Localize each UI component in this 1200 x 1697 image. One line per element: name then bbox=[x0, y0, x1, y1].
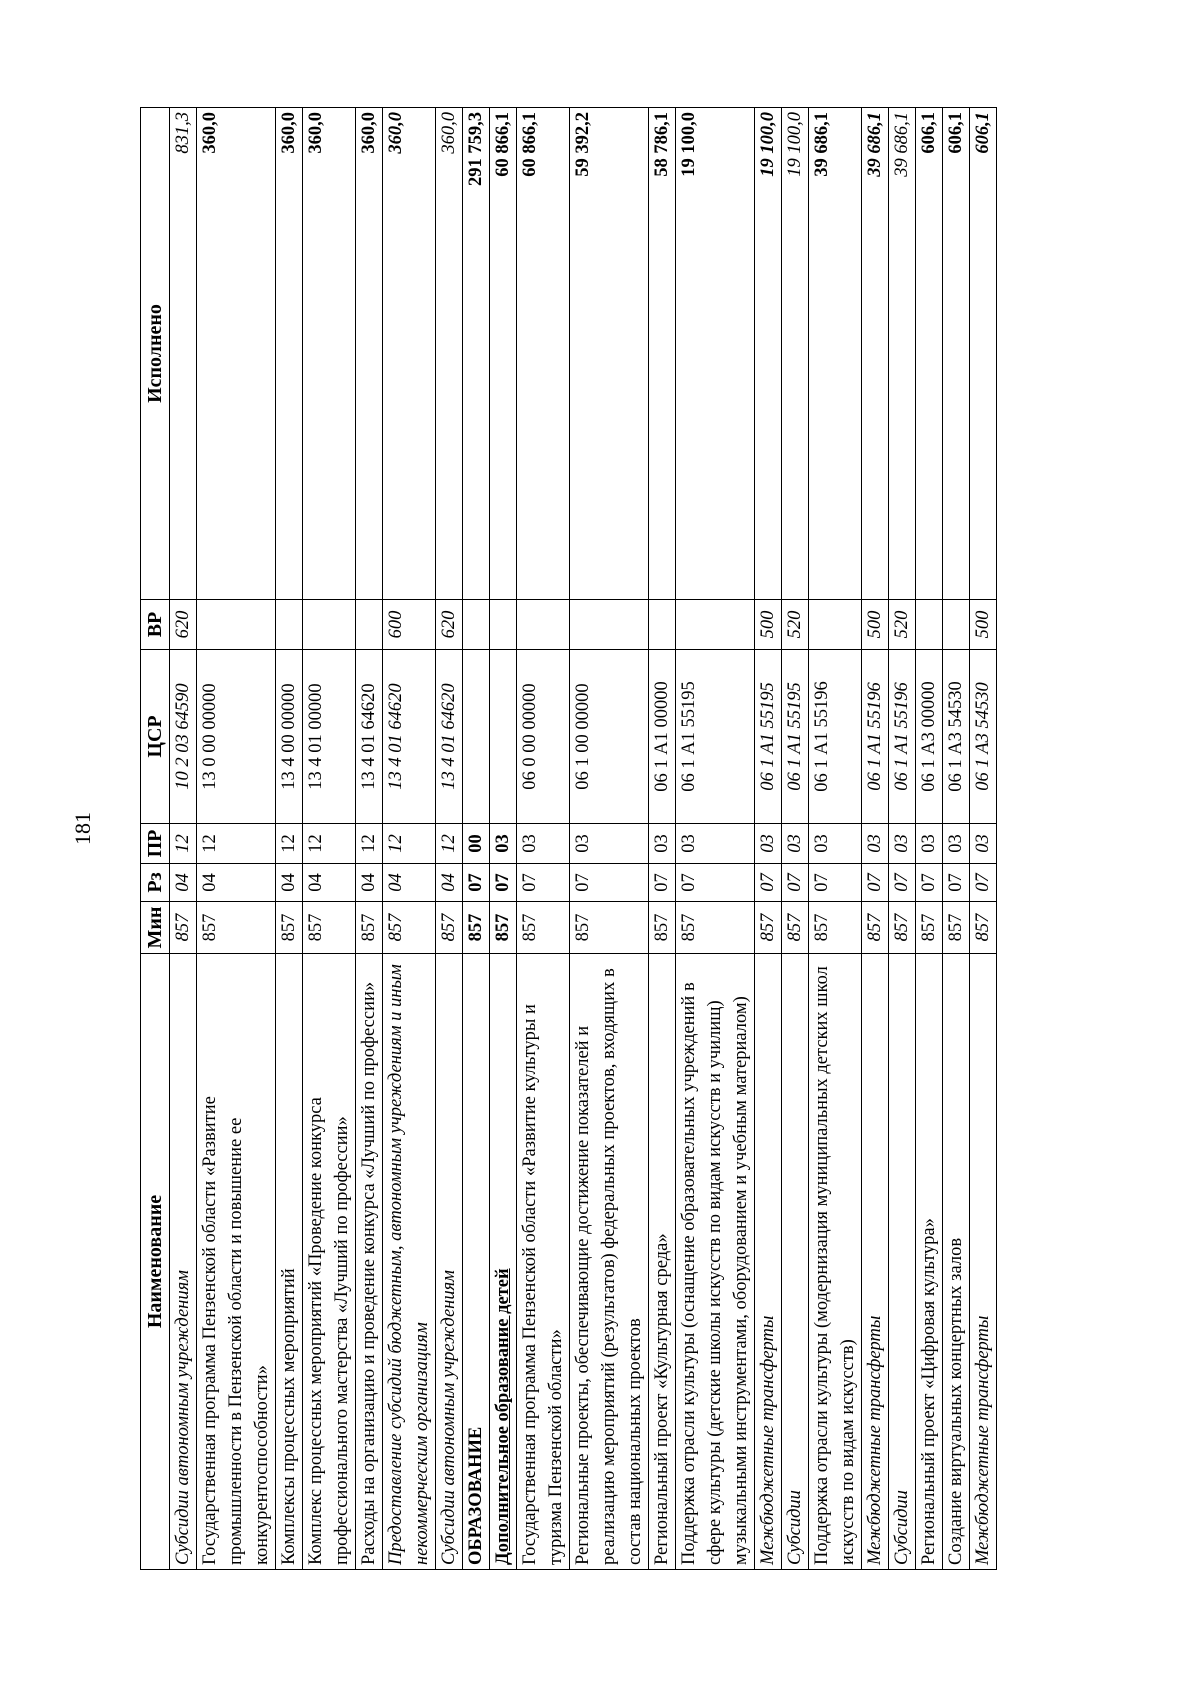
cell-pr: 03 bbox=[782, 824, 809, 864]
cell-rz: 04 bbox=[303, 864, 356, 902]
cell-done: 360,0 bbox=[436, 108, 463, 600]
table-row bbox=[809, 108, 862, 1570]
cell-rz: 07 bbox=[809, 864, 862, 902]
cell-done: 19 100,0 bbox=[782, 108, 809, 600]
cell-done: 39 686,1 bbox=[809, 108, 862, 600]
cell-vr: 520 bbox=[782, 600, 809, 650]
cell-vr bbox=[276, 600, 303, 650]
table-row bbox=[755, 108, 782, 1570]
table-row bbox=[303, 108, 356, 1570]
cell-csr: 06 1 А1 00000 bbox=[649, 650, 676, 824]
header-rz: Рз bbox=[141, 864, 170, 902]
cell-min: 857 bbox=[809, 902, 862, 954]
table-row bbox=[490, 108, 517, 1570]
cell-vr: 620 bbox=[436, 600, 463, 650]
cell-name: Субсидии bbox=[782, 954, 809, 1570]
cell-csr: 06 1 А1 55196 bbox=[862, 650, 889, 824]
cell-pr: 03 bbox=[889, 824, 916, 864]
cell-rz: 07 bbox=[676, 864, 755, 902]
cell-min: 857 bbox=[782, 902, 809, 954]
cell-csr: 10 2 03 64590 bbox=[170, 650, 197, 824]
cell-done: 59 392,2 bbox=[570, 108, 649, 600]
table-row bbox=[463, 108, 490, 1570]
cell-name: Государственная программа Пензенской области «Развитие промышленности в Пензенской области и повышение ее конкурентоспособности» bbox=[197, 954, 276, 1570]
cell-done: 831,3 bbox=[170, 108, 197, 600]
header-min: Мин bbox=[141, 902, 170, 954]
cell-done: 360,0 bbox=[383, 108, 436, 600]
cell-vr: 500 bbox=[970, 600, 997, 650]
header-done: Исполнено bbox=[141, 108, 170, 600]
table-row bbox=[782, 108, 809, 1570]
cell-csr: 06 1 00 00000 bbox=[570, 650, 649, 824]
cell-vr bbox=[649, 600, 676, 650]
cell-min: 857 bbox=[862, 902, 889, 954]
cell-done: 19 100,0 bbox=[755, 108, 782, 600]
cell-csr: 13 4 01 64620 bbox=[383, 650, 436, 824]
cell-csr bbox=[490, 650, 517, 824]
cell-pr: 12 bbox=[383, 824, 436, 864]
table-row bbox=[943, 108, 970, 1570]
cell-pr: 03 bbox=[862, 824, 889, 864]
cell-csr bbox=[463, 650, 490, 824]
cell-csr: 13 4 00 00000 bbox=[276, 650, 303, 824]
cell-vr bbox=[490, 600, 517, 650]
table-row bbox=[889, 108, 916, 1570]
cell-name: Создание виртуальных концертных залов bbox=[943, 954, 970, 1570]
cell-min: 857 bbox=[517, 902, 570, 954]
cell-name: Поддержка отрасли культуры (оснащение образовательных учреждений в сфере культуры (детские школы искусств по видам искусств и училищ) музыкальными инструментами, оборудованием и учебным материалом) bbox=[676, 954, 755, 1570]
cell-pr: 00 bbox=[463, 824, 490, 864]
cell-csr: 06 1 А1 55195 bbox=[755, 650, 782, 824]
cell-name: Межбюджетные трансферты bbox=[755, 954, 782, 1570]
cell-name: Межбюджетные трансферты bbox=[970, 954, 997, 1570]
cell-min: 857 bbox=[755, 902, 782, 954]
cell-done: 60 866,1 bbox=[517, 108, 570, 600]
header-pr: ПР bbox=[141, 824, 170, 864]
cell-min: 857 bbox=[676, 902, 755, 954]
cell-min: 857 bbox=[490, 902, 517, 954]
table-row bbox=[862, 108, 889, 1570]
table-row bbox=[170, 108, 197, 1570]
table-row bbox=[197, 108, 276, 1570]
cell-min: 857 bbox=[303, 902, 356, 954]
cell-done: 360,0 bbox=[197, 108, 276, 600]
cell-name: Региональные проекты, обеспечивающие достижение показателей и реализацию мероприятий (результатов) федеральных проектов, входящих в состав национальных проектов bbox=[570, 954, 649, 1570]
cell-rz: 07 bbox=[463, 864, 490, 902]
cell-done: 291 759,3 bbox=[463, 108, 490, 600]
cell-csr: 06 1 А1 55195 bbox=[782, 650, 809, 824]
cell-min: 857 bbox=[916, 902, 943, 954]
cell-vr bbox=[943, 600, 970, 650]
cell-csr: 06 1 А3 54530 bbox=[943, 650, 970, 824]
cell-pr: 12 bbox=[356, 824, 383, 864]
cell-csr: 06 1 А3 00000 bbox=[916, 650, 943, 824]
cell-vr bbox=[303, 600, 356, 650]
cell-vr bbox=[356, 600, 383, 650]
cell-done: 606,1 bbox=[970, 108, 997, 600]
cell-pr: 12 bbox=[197, 824, 276, 864]
cell-min: 857 bbox=[463, 902, 490, 954]
cell-vr: 520 bbox=[889, 600, 916, 650]
cell-min: 857 bbox=[276, 902, 303, 954]
table-row bbox=[517, 108, 570, 1570]
cell-vr bbox=[570, 600, 649, 650]
cell-min: 857 bbox=[170, 902, 197, 954]
cell-min: 857 bbox=[943, 902, 970, 954]
cell-vr bbox=[197, 600, 276, 650]
cell-rz: 07 bbox=[916, 864, 943, 902]
cell-min: 857 bbox=[970, 902, 997, 954]
table-row bbox=[970, 108, 997, 1570]
cell-vr bbox=[916, 600, 943, 650]
cell-name: Субсидии автономным учреждениям bbox=[436, 954, 463, 1570]
cell-min: 857 bbox=[649, 902, 676, 954]
cell-rz: 07 bbox=[649, 864, 676, 902]
table-row bbox=[649, 108, 676, 1570]
cell-pr: 12 bbox=[276, 824, 303, 864]
cell-name: Межбюджетные трансферты bbox=[862, 954, 889, 1570]
cell-rz: 07 bbox=[570, 864, 649, 902]
cell-done: 606,1 bbox=[943, 108, 970, 600]
cell-vr: 620 bbox=[170, 600, 197, 650]
table-row bbox=[676, 108, 755, 1570]
cell-name: Предоставление субсидий бюджетным, автономным учреждениям и иным некоммерческим организациям bbox=[383, 954, 436, 1570]
table-row bbox=[436, 108, 463, 1570]
budget-table bbox=[140, 107, 997, 1570]
cell-pr: 12 bbox=[170, 824, 197, 864]
cell-vr: 600 bbox=[383, 600, 436, 650]
cell-min: 857 bbox=[570, 902, 649, 954]
cell-pr: 03 bbox=[490, 824, 517, 864]
cell-rz: 07 bbox=[943, 864, 970, 902]
header-name: Наименование bbox=[141, 954, 170, 1570]
cell-name: Поддержка отрасли культуры (модернизация муниципальных детских школ искусств по видам искусств) bbox=[809, 954, 862, 1570]
cell-csr: 06 1 А1 55195 bbox=[676, 650, 755, 824]
cell-csr: 13 4 01 00000 bbox=[303, 650, 356, 824]
cell-csr: 06 1 А3 54530 bbox=[970, 650, 997, 824]
cell-done: 360,0 bbox=[303, 108, 356, 600]
cell-rz: 04 bbox=[170, 864, 197, 902]
cell-vr bbox=[809, 600, 862, 650]
cell-pr: 03 bbox=[943, 824, 970, 864]
cell-rz: 04 bbox=[436, 864, 463, 902]
table-row bbox=[916, 108, 943, 1570]
cell-rz: 07 bbox=[862, 864, 889, 902]
cell-name: Расходы на организацию и проведение конкурса «Лучший по профессии» bbox=[356, 954, 383, 1570]
cell-name: Комплексы процессных мероприятий bbox=[276, 954, 303, 1570]
cell-pr: 03 bbox=[755, 824, 782, 864]
cell-min: 857 bbox=[436, 902, 463, 954]
cell-vr bbox=[676, 600, 755, 650]
cell-name: ОБРАЗОВАНИЕ bbox=[463, 954, 490, 1570]
cell-name: Региональный проект «Культурная среда» bbox=[649, 954, 676, 1570]
cell-csr: 13 4 01 64620 bbox=[356, 650, 383, 824]
cell-pr: 03 bbox=[517, 824, 570, 864]
cell-done: 360,0 bbox=[356, 108, 383, 600]
table-body bbox=[170, 108, 997, 1570]
cell-rz: 07 bbox=[490, 864, 517, 902]
cell-min: 857 bbox=[889, 902, 916, 954]
cell-name: Субсидии bbox=[889, 954, 916, 1570]
cell-vr bbox=[463, 600, 490, 650]
rotated-page-content bbox=[140, 108, 1060, 1570]
cell-name: Региональный проект «Цифровая культура» bbox=[916, 954, 943, 1570]
cell-csr: 06 0 00 00000 bbox=[517, 650, 570, 824]
cell-pr: 12 bbox=[436, 824, 463, 864]
cell-min: 857 bbox=[383, 902, 436, 954]
cell-rz: 07 bbox=[782, 864, 809, 902]
cell-csr: 13 4 01 64620 bbox=[436, 650, 463, 824]
cell-name: Дополнительное образование детей bbox=[490, 954, 517, 1570]
cell-vr bbox=[517, 600, 570, 650]
cell-min: 857 bbox=[197, 902, 276, 954]
cell-csr: 13 0 00 00000 bbox=[197, 650, 276, 824]
cell-rz: 07 bbox=[517, 864, 570, 902]
cell-done: 19 100,0 bbox=[676, 108, 755, 600]
header-csr: ЦСР bbox=[141, 650, 170, 824]
cell-done: 39 686,1 bbox=[862, 108, 889, 600]
cell-rz: 04 bbox=[356, 864, 383, 902]
cell-pr: 03 bbox=[649, 824, 676, 864]
table-row bbox=[570, 108, 649, 1570]
cell-name: Субсидии автономным учреждениям bbox=[170, 954, 197, 1570]
table-row bbox=[356, 108, 383, 1570]
cell-rz: 07 bbox=[889, 864, 916, 902]
cell-vr: 500 bbox=[862, 600, 889, 650]
cell-name: Комплекс процессных мероприятий «Проведение конкурса профессионального мастерства «Лучший по профессии» bbox=[303, 954, 356, 1570]
cell-done: 606,1 bbox=[916, 108, 943, 600]
cell-csr: 06 1 А1 55196 bbox=[809, 650, 862, 824]
cell-csr: 06 1 А1 55196 bbox=[889, 650, 916, 824]
table-row bbox=[383, 108, 436, 1570]
cell-rz: 04 bbox=[276, 864, 303, 902]
cell-name: Государственная программа Пензенской области «Развитие культуры и туризма Пензенской области» bbox=[517, 954, 570, 1570]
cell-done: 360,0 bbox=[276, 108, 303, 600]
cell-done: 60 866,1 bbox=[490, 108, 517, 600]
table-header-row bbox=[141, 108, 170, 1570]
cell-rz: 07 bbox=[755, 864, 782, 902]
cell-min: 857 bbox=[356, 902, 383, 954]
cell-vr: 500 bbox=[755, 600, 782, 650]
cell-done: 58 786,1 bbox=[649, 108, 676, 600]
cell-pr: 03 bbox=[916, 824, 943, 864]
cell-pr: 03 bbox=[676, 824, 755, 864]
cell-done: 39 686,1 bbox=[889, 108, 916, 600]
page-number: 181 bbox=[70, 812, 95, 845]
table-row bbox=[276, 108, 303, 1570]
cell-pr: 03 bbox=[570, 824, 649, 864]
cell-pr: 03 bbox=[809, 824, 862, 864]
cell-pr: 03 bbox=[970, 824, 997, 864]
cell-rz: 04 bbox=[197, 864, 276, 902]
cell-pr: 12 bbox=[303, 824, 356, 864]
cell-rz: 04 bbox=[383, 864, 436, 902]
cell-rz: 07 bbox=[970, 864, 997, 902]
header-vr: ВР bbox=[141, 600, 170, 650]
